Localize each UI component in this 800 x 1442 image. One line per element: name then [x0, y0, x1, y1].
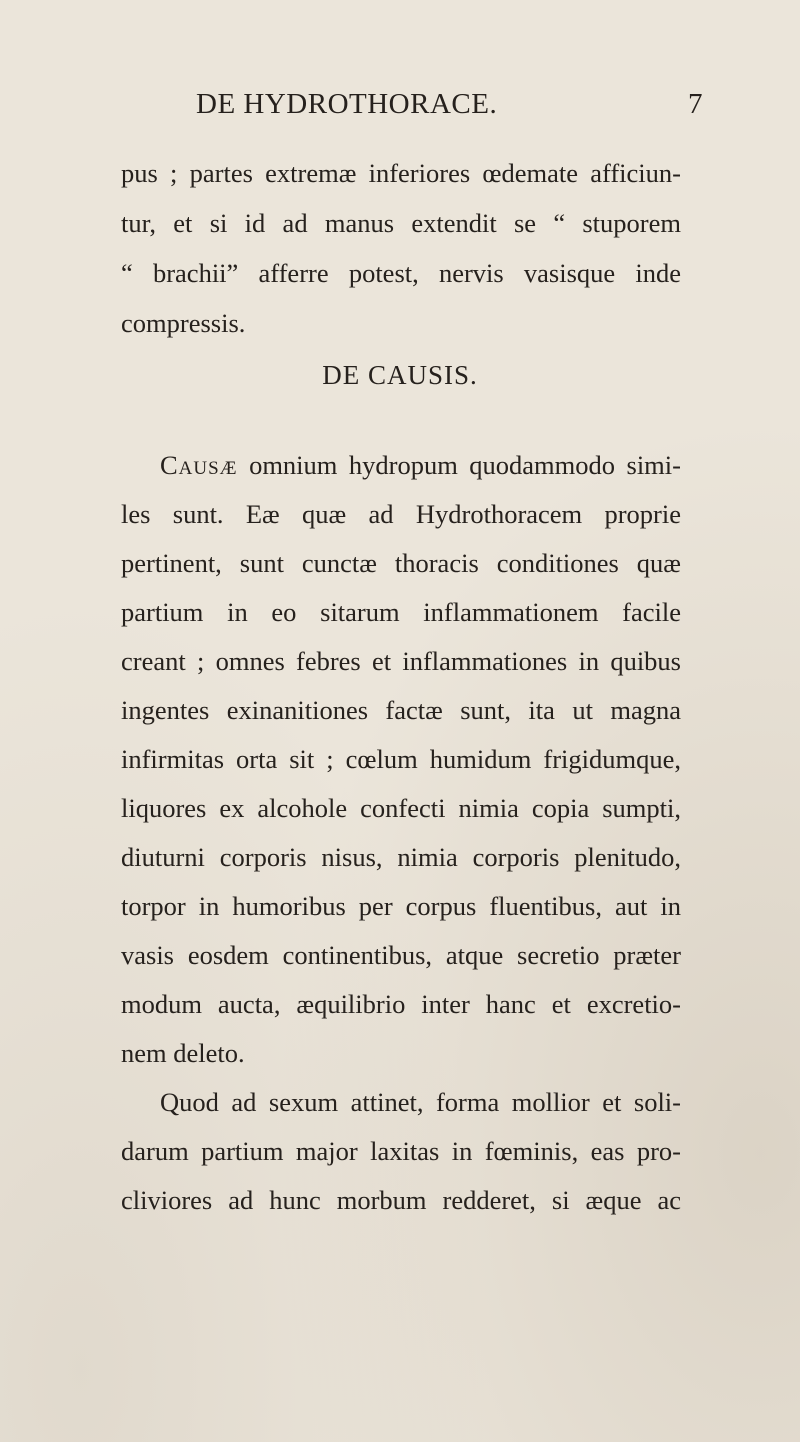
section-heading: DE CAUSIS. [322, 360, 478, 390]
text-line: les sunt. Eæ quæ ad Hydrothoracem proprie [121, 499, 681, 529]
text-line: “ brachii” afferre potest, nervis vasisque inde [121, 258, 681, 288]
text-line: Quod ad sexum attinet, forma mollior et soli- [160, 1087, 681, 1117]
text-line: creant ; omnes febres et inflammationes in quibus [121, 646, 681, 676]
page-number: 7 [688, 88, 703, 120]
running-head [0, 88, 800, 128]
text-line: diuturni corporis nisus, nimia corporis plenitudo, [121, 842, 681, 872]
drop-word: Causæ [160, 450, 238, 480]
text-line: infirmitas orta sit ; cœlum humidum frigidumque, [121, 744, 681, 774]
text-line: nem deleto. [121, 1038, 245, 1068]
text-line: partium in eo sitarum inflammationem facile [121, 597, 681, 627]
text-line [160, 452, 681, 479]
text-line: vasis eosdem continentibus, atque secretio præter [121, 940, 681, 970]
text-line: liquores ex alcohole confecti nimia copia sumpti, [121, 793, 681, 823]
text-line: compressis. [121, 308, 246, 338]
text-line: darum partium major laxitas in fœminis, eas pro- [121, 1136, 681, 1166]
text-line: pus ; partes extremæ inferiores œdemate afficiun- [121, 158, 681, 188]
text-line: cliviores ad hunc morbum redderet, si æque ac [121, 1185, 681, 1215]
text-line: modum aucta, æquilibrio inter hanc et excretio- [121, 989, 681, 1019]
running-title: DE HYDROTHORACE. [196, 88, 498, 120]
text-line: pertinent, sunt cunctæ thoracis conditiones quæ [121, 548, 681, 578]
text-line: tur, et si id ad manus extendit se “ stuporem [121, 208, 681, 238]
text-line: ingentes exinanitiones factæ sunt, ita ut magna [121, 695, 681, 725]
text-span: omnium hydropum quodammodo simi- [237, 450, 681, 480]
text-line: torpor in humoribus per corpus fluentibus, aut in [121, 891, 681, 921]
